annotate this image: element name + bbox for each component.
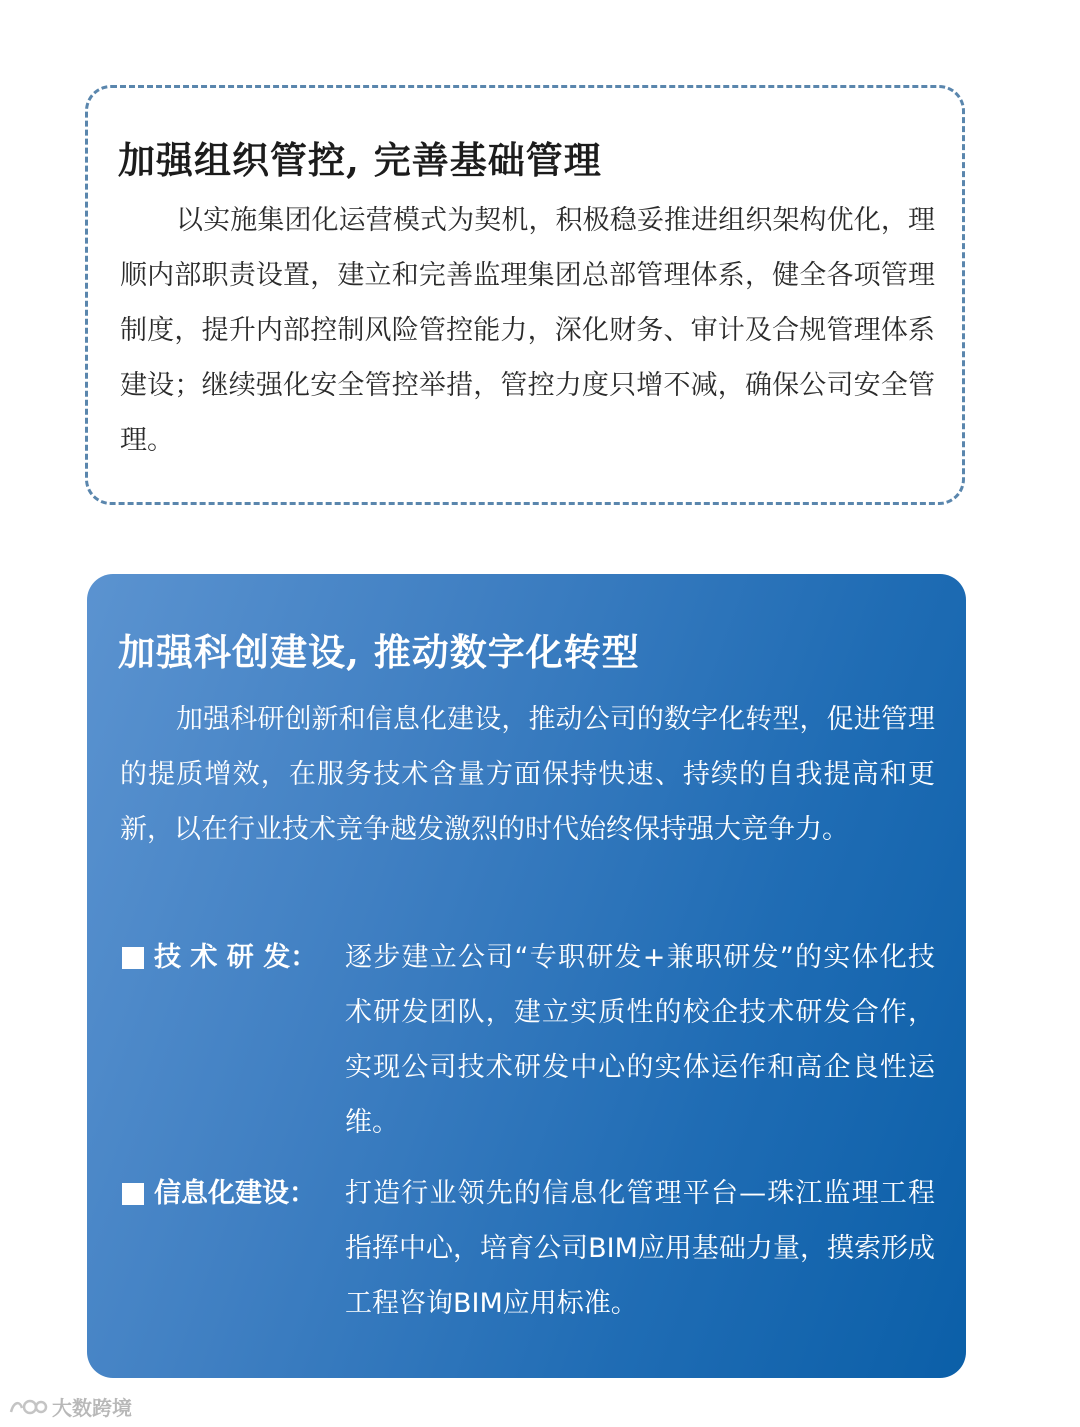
- square-bullet-icon: [122, 947, 144, 969]
- square-bullet-icon: [122, 1183, 144, 1205]
- brand-logo-icon: [8, 1396, 48, 1418]
- rd-item: [120, 930, 935, 1150]
- it-text: 打造行业领先的信息化管理平台—珠江监理工程指挥中心，培育公司BIM应用基础力量，摸索形成工程咨询BIM应用标准。: [345, 1178, 935, 1319]
- section2-title: 加强科创建设, 推动数字化转型: [118, 630, 640, 674]
- watermark: [8, 1392, 132, 1421]
- watermark-text: 大数跨境: [52, 1396, 132, 1420]
- rd-text: 逐步建立公司“专职研发+兼职研发”的实体化技术研发团队，建立实质性的校企技术研发合作，实现公司技术研发中心的实体运作和高企良性运维。: [345, 942, 935, 1138]
- section1-paragraph: 以实施集团化运营模式为契机，积极稳妥推进组织架构优化，理顺内部职责设置，建立和完善监理集团总部管理体系，健全各项管理制度，提升内部控制风险管控能力，深化财务、审计及合规管理体系建设；继续强化安全管控举措，管控力度只增不减，确保公司安全管理。: [120, 205, 935, 456]
- rd-label-wrap: [120, 930, 345, 1150]
- it-label-wrap: [120, 1166, 345, 1331]
- it-label: 信息化建设：: [154, 1178, 316, 1209]
- it-item: [120, 1166, 935, 1331]
- rd-label: 技 术 研 发：: [154, 942, 318, 973]
- section1-title: 加强组织管控, 完善基础管理: [118, 138, 602, 182]
- section2-paragraph: 加强科研创新和信息化建设，推动公司的数字化转型，促进管理的提质增效，在服务技术含量方面保持快速、持续的自我提高和更新，以在行业技术竞争越发激烈的时代始终保持强大竞争力。: [120, 704, 935, 845]
